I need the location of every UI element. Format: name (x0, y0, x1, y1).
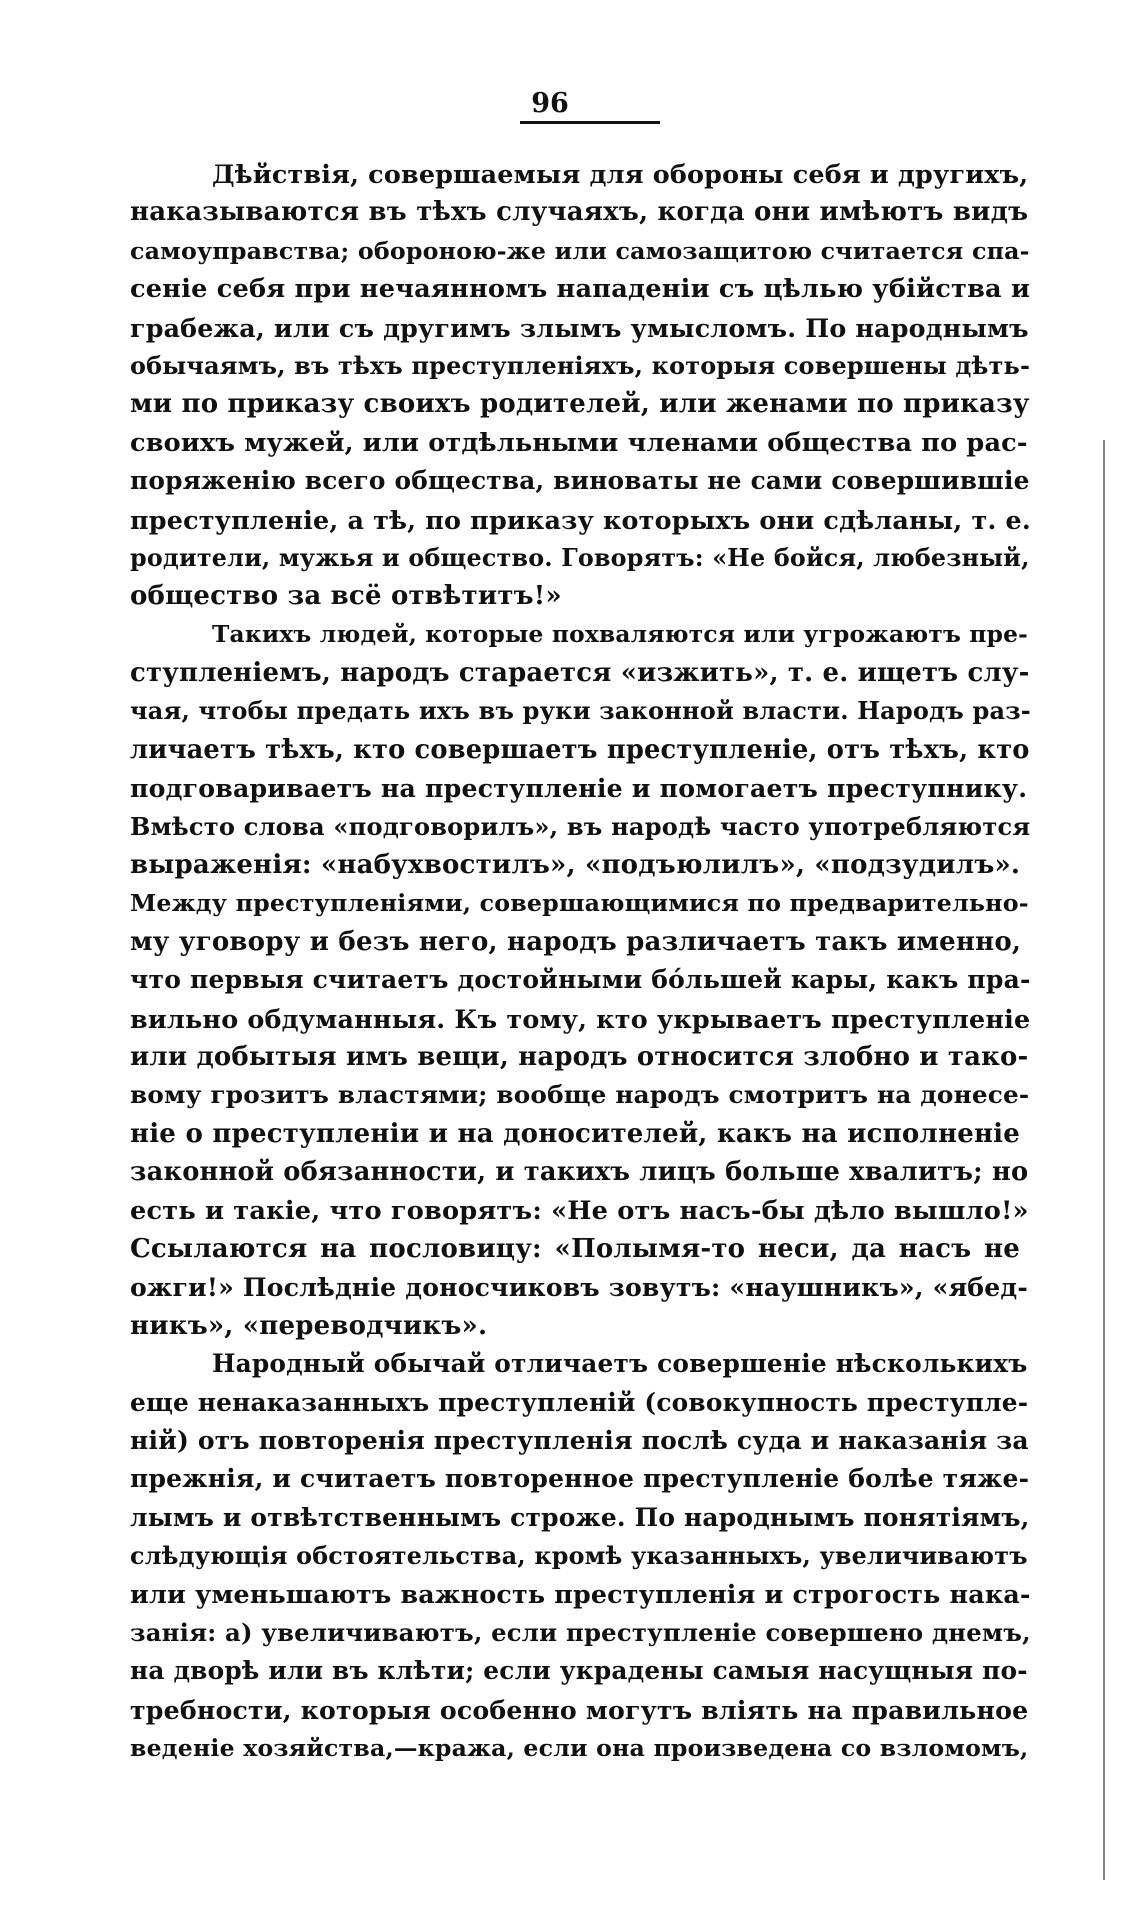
text-line: личаетъ тѣхъ, кто совершаетъ преступленіе, отъ тѣхъ, кто (130, 734, 1030, 765)
text-line: требности, которыя особенно могутъ вліять на правильное (130, 1694, 1029, 1725)
text-line: вому грозитъ властями; вообще народъ смотритъ на донесе- (130, 1080, 1030, 1110)
text-line: ступленіемъ, народъ старается «изжить», т. е. ищетъ слу- (130, 658, 1030, 689)
text-line: никъ», «переводчикъ». (130, 1310, 488, 1341)
text-line: Ссылаются на пословицу: «Полымя-то неси, да насъ не (130, 1233, 1020, 1264)
text-line: самоуправства; обороною-же или самозащитою считается спа- (130, 236, 1030, 265)
text-line: занія: а) увеличиваютъ, если преступленіе совершено днемъ, (130, 1617, 1031, 1647)
text-line: Такихъ людей, которые похваляются или угрожаютъ пре- (212, 620, 1028, 648)
text-line: Народный обычай отличаетъ совершеніе нѣсколькихъ (212, 1349, 1028, 1379)
text-line: преступленіе, а тѣ, по приказу которыхъ они сдѣланы, т. е. (130, 504, 1031, 535)
text-line: ній) отъ повторенія преступленія послѣ суда и наказанія за (130, 1425, 1029, 1455)
text-line: чая, чтобы предать ихъ въ руки законной власти. Народъ раз- (130, 696, 1031, 726)
text-line: грабежа, или съ другимъ злымъ умысломъ. По народнымъ (130, 312, 1029, 343)
text-line: веденіе хозяйства,—кража, если она произведена со взломомъ, (130, 1734, 1029, 1763)
text-line: на дворѣ или въ клѣти; если украдены самыя насущныя по- (130, 1656, 1028, 1686)
text-line: подговариваетъ на преступленіе и помогаетъ преступнику. (130, 773, 1028, 804)
text-line: или добытыя имъ вещи, народъ относится злобно и тако- (130, 1041, 1029, 1072)
text-line: наказываются въ тѣхъ случаяхъ, когда они имѣютъ видъ (130, 197, 1029, 228)
text-line: вильно обдуманныя. Къ тому, кто укрываетъ преступленіе (130, 1003, 1031, 1034)
text-line: или уменьшаютъ важность преступленія и строгость нака- (130, 1579, 1031, 1610)
text-line: родители, мужья и общество. Говорятъ: «Не бойся, любезный, (130, 543, 1030, 572)
text-line: прежнія, и считаетъ повторенное преступленіе болѣе тяже- (130, 1464, 1030, 1494)
text-line: своихъ мужей, или отдѣльными членами общества по рас- (130, 427, 1028, 458)
text-line: слѣдующія обстоятельства, кромѣ указанныхъ, увеличиваютъ (130, 1542, 1028, 1571)
text-line: законной обязанности, и такихъ лицъ больше хвалитъ; но (130, 1157, 1029, 1188)
text-line: Дѣйствія, совершаемыя для обороны себя и другихъ, (212, 159, 1029, 189)
text-line: ожги!» Послѣдніе доносчиковъ зовутъ: «наушникъ», «ябед- (130, 1272, 1028, 1303)
text-line: что первыя считаетъ достойными бóльшей кары, какъ пра- (130, 965, 1031, 995)
text-line: есть и такіе, что говорятъ: «Не отъ насъ-бы дѣло вышло!» (130, 1195, 1029, 1226)
page-number-rule (520, 121, 660, 124)
text-line: лымъ и отвѣтственнымъ строже. По народнымъ понятіямъ, (130, 1502, 1030, 1532)
text-line: сеніе себя при нечаянномъ нападеніи съ цѣлью убійства и (130, 274, 1031, 305)
text-line: еще ненаказанныхъ преступленій (совокупность преступле- (130, 1387, 1029, 1417)
body-text (130, 155, 1031, 1767)
text-line: обычаямъ, въ тѣхъ преступленіяхъ, которыя совершены дѣть- (130, 351, 1031, 380)
text-line: выраженія: «набухвостилъ», «подъюлилъ», «подзудилъ». (130, 850, 1021, 881)
text-line: ми по приказу своихъ родителей, или женами по приказу (130, 389, 1030, 420)
text-line: Между преступленіями, совершающимися по предварительно- (130, 889, 1029, 918)
text-line: Вмѣсто слова «подговорилъ», въ народѣ часто употребляются (130, 811, 1031, 841)
text-line: поряженію всего общества, виноваты не сами совершившіе (130, 466, 1030, 496)
scan-margin-line (1103, 440, 1105, 1880)
page-number: 96 (531, 88, 569, 119)
text-line: ніе о преступленіи и на доносителей, какъ на исполненіе (130, 1118, 1020, 1149)
text-line: общество за всё отвѣтитъ!» (130, 581, 562, 612)
text-line: му уговору и безъ него, народъ различаетъ такъ именно, (130, 926, 1022, 957)
